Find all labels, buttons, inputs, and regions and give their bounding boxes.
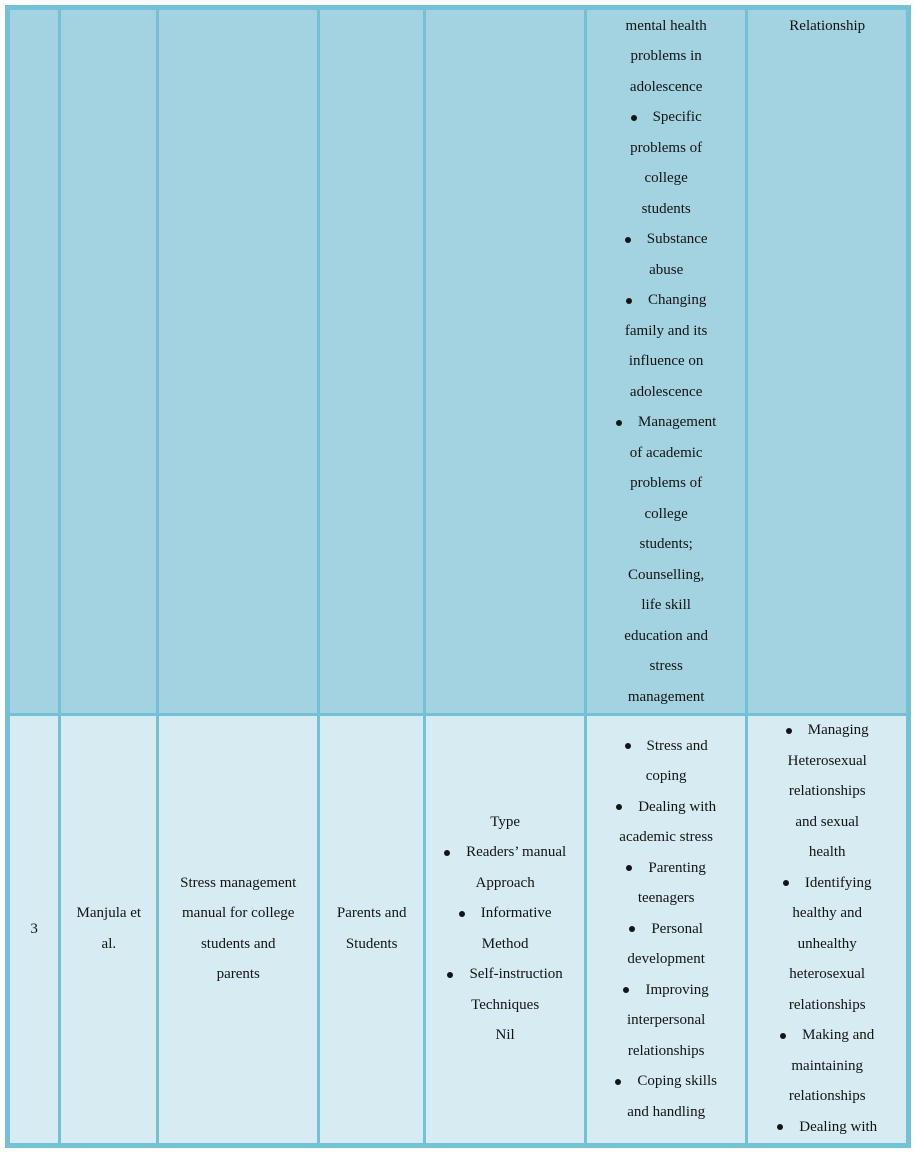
line-text: relationships xyxy=(788,996,866,1013)
text-line xyxy=(426,990,584,1021)
text-line xyxy=(748,777,906,808)
text-line xyxy=(748,990,906,1021)
line-text: Students xyxy=(345,935,398,952)
bullet-line xyxy=(748,868,906,899)
line-text: Dealing with xyxy=(638,798,717,815)
line-text: family and its xyxy=(624,322,708,339)
text-line xyxy=(587,652,746,683)
text-line xyxy=(748,929,906,960)
text-line xyxy=(587,1036,746,1067)
line-text: Readers’ manual xyxy=(466,844,567,861)
line-text: al. xyxy=(101,935,117,952)
line-text: Techniques xyxy=(471,996,540,1013)
bullet-icon xyxy=(626,298,632,304)
text-line xyxy=(587,42,746,73)
bullet-icon xyxy=(444,850,450,856)
line-text: parents xyxy=(216,966,260,983)
text-line xyxy=(320,899,423,930)
text-line xyxy=(587,761,746,792)
line-text: healthy and xyxy=(792,905,862,922)
bullet-line xyxy=(587,103,746,134)
line-text: adolescence xyxy=(629,383,703,400)
bullet-line xyxy=(587,792,746,823)
line-text: students xyxy=(641,200,691,217)
bullet-icon xyxy=(783,880,789,886)
text-line xyxy=(748,899,906,930)
text-line xyxy=(587,316,746,347)
line-text: heterosexual xyxy=(789,966,866,983)
bullet-line xyxy=(587,853,746,884)
line-text: relationships xyxy=(788,1088,866,1105)
type-cell-empty xyxy=(425,8,586,715)
bullet-line xyxy=(587,975,746,1006)
line-text: problems of xyxy=(630,139,703,156)
text-line xyxy=(426,1021,584,1052)
title-cell xyxy=(158,714,319,1145)
line-text: unhealthy xyxy=(797,935,857,952)
text-line xyxy=(748,838,906,869)
author-cell-empty xyxy=(60,8,158,715)
text-line xyxy=(748,1051,906,1082)
line-text: Dealing with xyxy=(799,1118,878,1135)
line-text: Approach xyxy=(475,874,535,891)
bullet-icon xyxy=(623,987,629,993)
text-line xyxy=(748,746,906,777)
bullet-line xyxy=(748,1112,906,1143)
text-line xyxy=(426,807,584,838)
line-text: and handling xyxy=(627,1103,706,1120)
table-row-continuation xyxy=(8,8,909,715)
bullet-line xyxy=(748,1021,906,1052)
line-text: life skill xyxy=(641,597,691,614)
line-text: Nil xyxy=(495,1027,515,1044)
line-text: manual for college xyxy=(182,905,295,922)
line-text: students and xyxy=(200,935,276,952)
line-text: Counselling, xyxy=(628,566,705,583)
line-text: abuse xyxy=(649,261,684,278)
text-line xyxy=(587,377,746,408)
text-line xyxy=(587,499,746,530)
text-line xyxy=(587,944,746,975)
text-line xyxy=(587,883,746,914)
text-line xyxy=(748,1082,906,1113)
contents-cell xyxy=(585,714,747,1145)
line-text: college xyxy=(644,170,688,187)
bullet-line xyxy=(587,914,746,945)
line-text: teenagers xyxy=(637,890,695,906)
text-line xyxy=(587,621,746,652)
line-text: problems in xyxy=(630,48,702,65)
text-line xyxy=(587,591,746,622)
bullet-icon xyxy=(629,926,635,932)
bullet-line xyxy=(426,899,584,930)
line-text: Parenting xyxy=(648,859,706,876)
text-line xyxy=(587,11,746,42)
line-text: Management xyxy=(638,414,717,431)
bullet-icon xyxy=(777,1124,783,1130)
bullet-icon xyxy=(786,728,792,734)
line-text: Parents and xyxy=(336,905,407,922)
table-row-entry-3 xyxy=(8,714,909,1145)
text-line xyxy=(587,1097,746,1128)
bullet-icon xyxy=(625,743,631,749)
bullet-icon xyxy=(447,972,453,978)
outcomes-cell xyxy=(747,8,909,715)
line-text: Changing xyxy=(647,292,707,309)
text-line xyxy=(320,929,423,960)
line-text: Specific xyxy=(652,109,702,126)
bullet-icon xyxy=(631,115,637,121)
line-text: Method xyxy=(481,935,529,952)
bullet-line xyxy=(587,286,746,317)
line-text: mental health xyxy=(625,17,707,34)
text-line xyxy=(426,929,584,960)
text-line xyxy=(159,899,317,930)
bullet-line xyxy=(426,838,584,869)
bullet-icon xyxy=(616,420,622,426)
bullet-line xyxy=(426,960,584,991)
text-line xyxy=(587,560,746,591)
title-cell-empty xyxy=(158,8,319,715)
audience-cell-empty xyxy=(319,8,425,715)
line-text: health xyxy=(808,844,846,861)
line-text: college xyxy=(644,505,688,522)
bullet-icon xyxy=(459,911,465,917)
bullet-line xyxy=(587,225,746,256)
bullet-icon xyxy=(626,865,632,871)
text-line xyxy=(748,11,906,42)
text-line xyxy=(587,164,746,195)
line-text: Self-instruction xyxy=(469,966,563,983)
line-text: Stress and xyxy=(646,737,708,754)
bullet-line xyxy=(748,716,906,747)
line-text: Heterosexual xyxy=(787,752,867,769)
line-text: Type xyxy=(490,813,521,830)
bullet-line xyxy=(587,408,746,439)
text-line xyxy=(587,682,746,713)
line-text: Informative xyxy=(480,905,552,922)
text-line xyxy=(61,899,156,930)
text-line xyxy=(587,194,746,225)
text-line xyxy=(587,438,746,469)
text-line xyxy=(587,530,746,561)
line-text: Improving xyxy=(645,981,709,998)
outcomes-cell xyxy=(747,714,909,1145)
text-line xyxy=(61,929,156,960)
line-text: relationships xyxy=(627,1042,705,1059)
line-text: Relationship xyxy=(789,17,866,34)
bullet-line xyxy=(587,731,746,762)
text-line xyxy=(748,807,906,838)
line-text: of academic xyxy=(629,444,703,461)
line-text: influence on xyxy=(628,353,704,370)
bullet-line xyxy=(587,1066,746,1097)
line-text: Coping skills xyxy=(637,1073,717,1089)
serial-cell-empty xyxy=(8,8,60,715)
type-cell xyxy=(425,714,586,1145)
text-line xyxy=(587,1005,746,1036)
literature-review-table xyxy=(5,5,911,1148)
text-line xyxy=(159,868,317,899)
text-line xyxy=(587,255,746,286)
line-text: students; xyxy=(639,536,693,553)
serial-number: 3 xyxy=(30,920,38,937)
line-text: Substance xyxy=(646,231,708,248)
line-text: relationships xyxy=(788,783,866,800)
bullet-icon xyxy=(780,1033,786,1039)
text-line xyxy=(587,469,746,500)
text-line xyxy=(159,960,317,991)
text-line xyxy=(426,868,584,899)
serial-cell xyxy=(8,714,60,1145)
line-text: Manjula et xyxy=(76,905,142,922)
line-text: Making and xyxy=(802,1027,875,1044)
line-text: Stress management xyxy=(180,874,297,891)
text-line xyxy=(587,133,746,164)
text-line xyxy=(587,822,746,853)
line-text: development xyxy=(627,951,705,967)
audience-cell xyxy=(319,714,425,1145)
line-text: Identifying xyxy=(804,874,872,891)
bullet-icon xyxy=(616,804,622,810)
line-text: maintaining xyxy=(791,1057,864,1074)
line-text: interpersonal xyxy=(627,1012,706,1028)
line-text: adolescence xyxy=(629,78,703,95)
text-line xyxy=(748,960,906,991)
line-text: coping xyxy=(645,768,687,784)
text-line xyxy=(587,72,746,103)
line-text: education and xyxy=(624,627,709,644)
line-text: Managing xyxy=(807,722,869,739)
line-text: stress xyxy=(649,658,683,675)
line-text: problems of xyxy=(630,475,703,492)
author-cell xyxy=(60,714,158,1145)
text-line xyxy=(587,347,746,378)
line-text: management xyxy=(627,688,705,705)
bullet-icon xyxy=(625,237,631,243)
text-line xyxy=(159,929,317,960)
line-text: Personal xyxy=(651,920,703,937)
line-text: and sexual xyxy=(795,813,860,830)
contents-cell xyxy=(585,8,747,715)
bullet-icon xyxy=(615,1079,621,1085)
line-text: academic stress xyxy=(619,829,714,845)
